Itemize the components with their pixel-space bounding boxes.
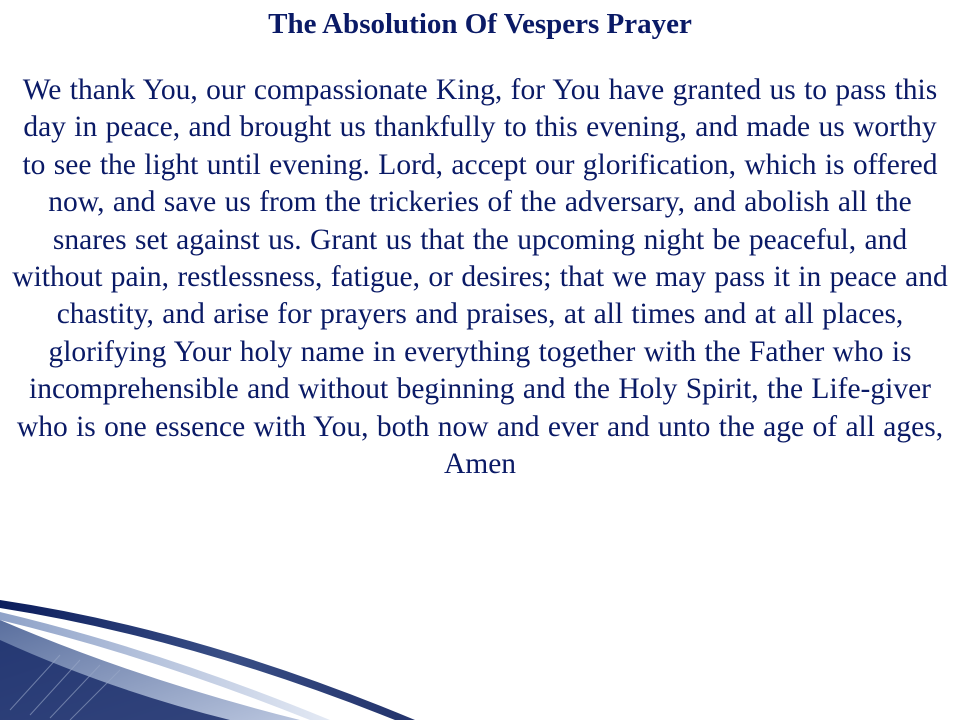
slide-title: The Absolution Of Vespers Prayer	[268, 8, 692, 40]
prayer-body-text: We thank You, our compassionate King, for You have granted us to pass this day in peace, and brought us thankfully to this evening, and made us worthy to see the light until evening. Lord, accept our glorification, which is offered now, and save us from the trickeries of the adversary, and abolish all the snares set against us. Grant us that the upcoming night be peaceful, and without pain, restlessness, fatigue, or desires; that we may pass it in peace and chastity, and arise for prayers and praises, at all times and at all places, glorifying Your holy name in everything together with the Father who is incomprehensible and without beginning and the Holy Spirit, the Life-giver who is one essence with You, both now and ever and unto the age of all ages, Amen	[12, 74, 948, 481]
decorative-swoosh	[0, 560, 420, 720]
